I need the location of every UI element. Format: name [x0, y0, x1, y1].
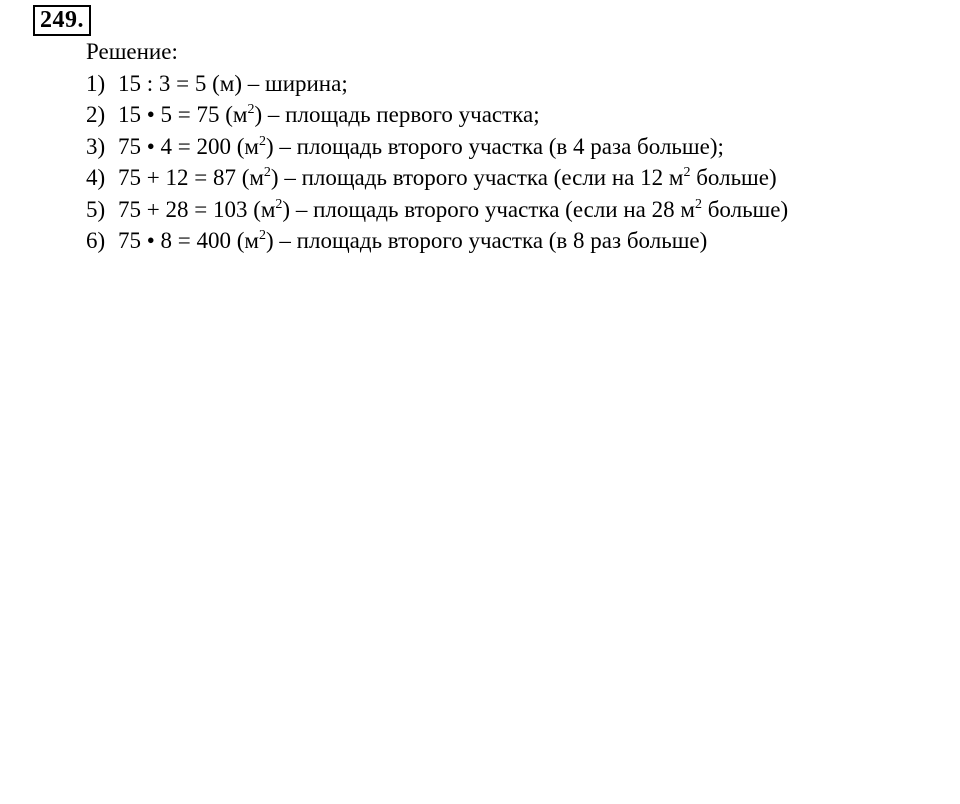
step-text: 15 : 3 = 5 (м) – ширина; — [118, 70, 348, 96]
step-text: 75 + 28 = 103 (м — [118, 196, 276, 222]
step-text: 75 • 8 = 400 (м — [118, 228, 259, 253]
superscript: 2 — [259, 228, 266, 243]
step-text: 75 • 4 = 200 (м — [118, 133, 259, 159]
step-number: 5) — [86, 196, 106, 222]
step-number: 1) — [86, 70, 106, 96]
superscript: 2 — [247, 102, 255, 117]
step-text: 75 + 12 = 87 (м — [118, 165, 264, 190]
superscript: 2 — [263, 165, 271, 180]
step-text: ) – площадь второго участка (если на 28 м — [282, 196, 695, 222]
step-text: ) – площадь второго участка (если на 12 м — [270, 165, 684, 190]
step-text: больше) — [690, 165, 777, 190]
solution-heading: Решение: — [86, 39, 178, 64]
step-number: 2) — [86, 102, 106, 127]
problem-number: 249. — [33, 5, 91, 36]
solution-block — [86, 36, 788, 257]
step-text: больше) — [701, 196, 789, 222]
step-text: ) – площадь второго участка (в 4 раза больше); — [266, 133, 724, 159]
superscript: 2 — [275, 196, 283, 212]
solution-step-4 — [86, 162, 788, 194]
superscript: 2 — [694, 196, 702, 212]
superscript: 2 — [259, 133, 266, 149]
solution-step-5 — [86, 194, 788, 226]
step-text: ) – площадь второго участка (в 8 раз больше) — [266, 228, 708, 253]
solution-step-3 — [86, 131, 788, 163]
superscript: 2 — [683, 165, 691, 180]
solution-step-1 — [86, 68, 788, 100]
step-text: 15 • 5 = 75 (м — [118, 102, 248, 127]
solution-step-6 — [86, 225, 788, 257]
solution-step-2 — [86, 99, 788, 131]
step-number: 6) — [86, 228, 106, 253]
step-text: ) – площадь первого участка; — [254, 102, 540, 127]
step-number: 3) — [86, 133, 106, 159]
step-number: 4) — [86, 165, 106, 190]
